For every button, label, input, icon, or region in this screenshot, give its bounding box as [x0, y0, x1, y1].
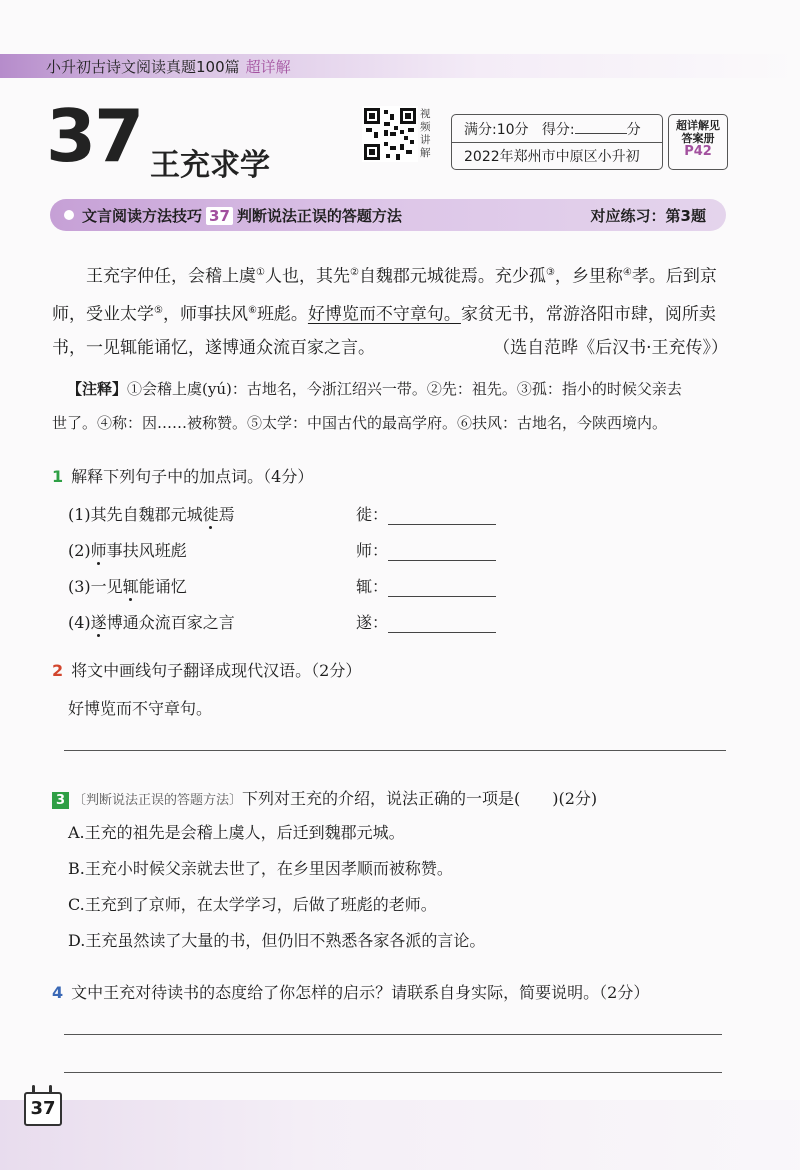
q1-blank-4[interactable]: 遂：: [356, 610, 496, 633]
series-title: [46, 56, 291, 77]
q4-answer-line-2[interactable]: [64, 1072, 722, 1073]
q1-item-3: (3)一见辄能诵忆: [68, 577, 187, 596]
lesson-number: 37: [46, 94, 143, 178]
bullet-icon: [64, 210, 74, 220]
q3-option-a[interactable]: A.王充的祖先是会稽上虞人，后迁到魏郡元城。: [68, 823, 405, 842]
q1-text: 解释下列句子中的加点词。（4分）: [71, 467, 314, 486]
got-blank[interactable]: [575, 121, 627, 134]
q3-text: 下列对王充的介绍，说法正确的一项是( )(2分): [242, 789, 598, 808]
dotted-char: 辄: [122, 577, 139, 596]
underlined-sentence: 好博览而不守章句。: [307, 304, 461, 325]
q3-option-b[interactable]: B.王充小时候父亲就去世了，在乡里因孝顺而被称赞。: [68, 859, 453, 878]
q4-prompt: [52, 980, 649, 1003]
method-text: 判断说法正误的答题方法: [236, 207, 402, 225]
dotted-char: 遂: [90, 613, 107, 632]
method-title: [82, 205, 402, 226]
method-num: 37: [206, 207, 233, 225]
q1-prompt: [52, 464, 313, 487]
notes-line-2: 世了。④称：因……被称赞。⑤太学：中国古代的最高学府。⑥扶风：古地名，今陕西境内。: [52, 414, 668, 432]
footer-band: [0, 1100, 800, 1170]
score-box: [451, 114, 663, 170]
qr-label: 视频讲解: [420, 108, 431, 159]
passage-source: （选自范晔《后汉书·王充传》）: [493, 338, 728, 359]
answer-ref-box: [668, 114, 728, 170]
q4-text: 文中王充对待读书的态度给了你怎样的启示？请联系自身实际，简要说明。（2分）: [71, 983, 650, 1002]
answer-ref-line2: 答案册: [681, 132, 715, 145]
passage-line-1: 王充字仲任，会稽上虞①人也，其先②自魏郡元城徙焉。充少孤③，乡里称④孝。后到京: [86, 266, 717, 287]
q2-number: 2: [52, 661, 64, 680]
passage-line-2: 师，受业太学⑤，师事扶风⑥班彪。好博览而不守章句。家贫无书，常游洛阳市肆，阅所卖: [52, 304, 716, 325]
got-label: 得分:: [541, 122, 575, 138]
q1-item-1: (1)其先自魏郡元城徙焉: [68, 505, 235, 524]
score-divider: [452, 142, 662, 143]
q4-answer-line-1[interactable]: [64, 1034, 722, 1035]
practice-ref: 对应练习：第3题: [590, 207, 706, 225]
q2-answer-line[interactable]: [64, 750, 726, 751]
exam-source: 2022年郑州市中原区小升初: [464, 149, 640, 165]
passage-line-3: 书，一见辄能诵忆，遂博通众流百家之言。 （选自范晔《后汉书·王充传》）: [52, 331, 728, 365]
q3-prompt: [52, 786, 597, 809]
q1-item-4: (4)遂博通众流百家之言: [68, 613, 235, 632]
method-label: 文言阅读方法技巧: [82, 207, 203, 225]
score-row: [464, 119, 641, 139]
q2-prompt: [52, 658, 361, 681]
method-bar: [50, 199, 726, 231]
series-name: 小升初古诗文阅读真题100篇: [46, 58, 240, 76]
answer-ref-line1: 超详解见: [676, 119, 720, 132]
q4-number: 4: [52, 983, 64, 1002]
answer-ref-page: P42: [684, 144, 712, 159]
q3-method: 〔判断说法正误的答题方法〕: [73, 793, 243, 808]
q1-item-2: (2)师事扶风班彪: [68, 541, 187, 560]
notes: [52, 372, 728, 440]
series-accent: 超详解: [245, 58, 291, 76]
lesson-title: 王充求学: [150, 148, 270, 183]
q1-blank-3[interactable]: 辄：: [356, 574, 496, 597]
full-score: 满分:10分: [464, 122, 529, 138]
q3-number: 3: [52, 792, 69, 809]
q1-blank-2[interactable]: 师：: [356, 538, 496, 561]
got-unit: 分: [626, 122, 641, 138]
dotted-char: 徙: [202, 505, 219, 524]
q1-blank-1[interactable]: 徙：: [356, 502, 496, 525]
dotted-char: 师: [90, 541, 107, 560]
q1-number: 1: [52, 467, 64, 486]
notes-line-1: 【注释】①会稽上虞(yú)：古地名，今浙江绍兴一带。②先：祖先。③孤：指小的时候父亲去: [67, 380, 682, 398]
passage: [52, 256, 728, 365]
qr-code-icon[interactable]: [362, 106, 418, 162]
q2-sentence: 好博览而不守章句。: [68, 699, 213, 718]
q3-option-d[interactable]: D.王充虽然读了大量的书，但仍旧不熟悉各家各派的言论。: [68, 931, 486, 950]
q3-option-c[interactable]: C.王充到了京师，在太学学习，后做了班彪的老师。: [68, 895, 437, 914]
page-number: 37: [24, 1092, 62, 1126]
q2-text: 将文中画线句子翻译成现代汉语。（2分）: [71, 661, 362, 680]
